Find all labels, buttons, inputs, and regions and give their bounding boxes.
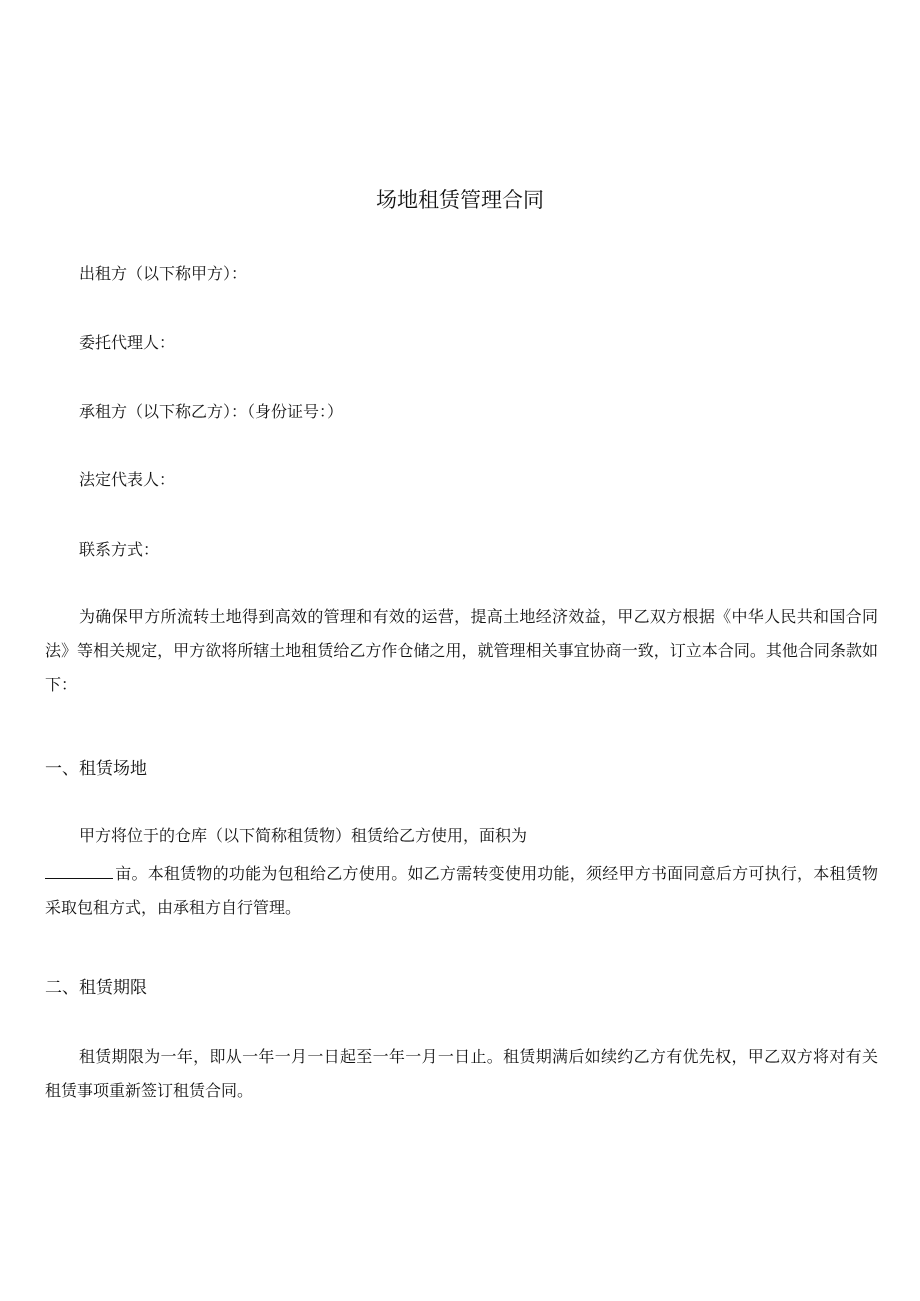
venue-paragraph xyxy=(45,857,878,925)
venue-line-1: 甲方将位于的仓库（以下简称租赁物）租赁给乙方使用，面积为 xyxy=(79,826,528,845)
section-heading-venue: 一、租赁场地 xyxy=(45,759,147,779)
venue-line-2: 亩。本租赁物的功能为包租给乙方使用。如乙方需转变使用功能，须经甲方书面同意后方可执行，本租赁物采取包租方式，由承租方自行管理。 xyxy=(45,864,878,917)
term-paragraph: 租赁期限为一年，即从一年一月一日起至一年一月一日止。租赁期满后如续约乙方有优先权，甲乙双方将对有关租赁事项重新签订租赁合同。 xyxy=(45,1047,878,1100)
area-blank xyxy=(45,864,113,879)
section-heading-term: 二、租赁期限 xyxy=(45,978,147,998)
agent-field: 委托代理人： xyxy=(79,333,176,352)
lessee-field: 承租方（以下称乙方）：（身份证号：） xyxy=(79,402,344,421)
lessor-field: 出租方（以下称甲方）： xyxy=(79,264,248,283)
document-title: 场地租赁管理合同 xyxy=(376,188,544,212)
legal-representative-field: 法定代表人： xyxy=(79,470,176,489)
contact-field: 联系方式： xyxy=(79,540,160,559)
intro-paragraph: 为确保甲方所流转土地得到高效的管理和有效的运营，提高土地经济效益，甲乙双方根据《中华人民共和国合同法》等相关规定，甲方欲将所辖土地租赁给乙方作仓储之用，就管理相关事宜协商一致，订立本合同。其他合同条款如下： xyxy=(45,607,878,694)
